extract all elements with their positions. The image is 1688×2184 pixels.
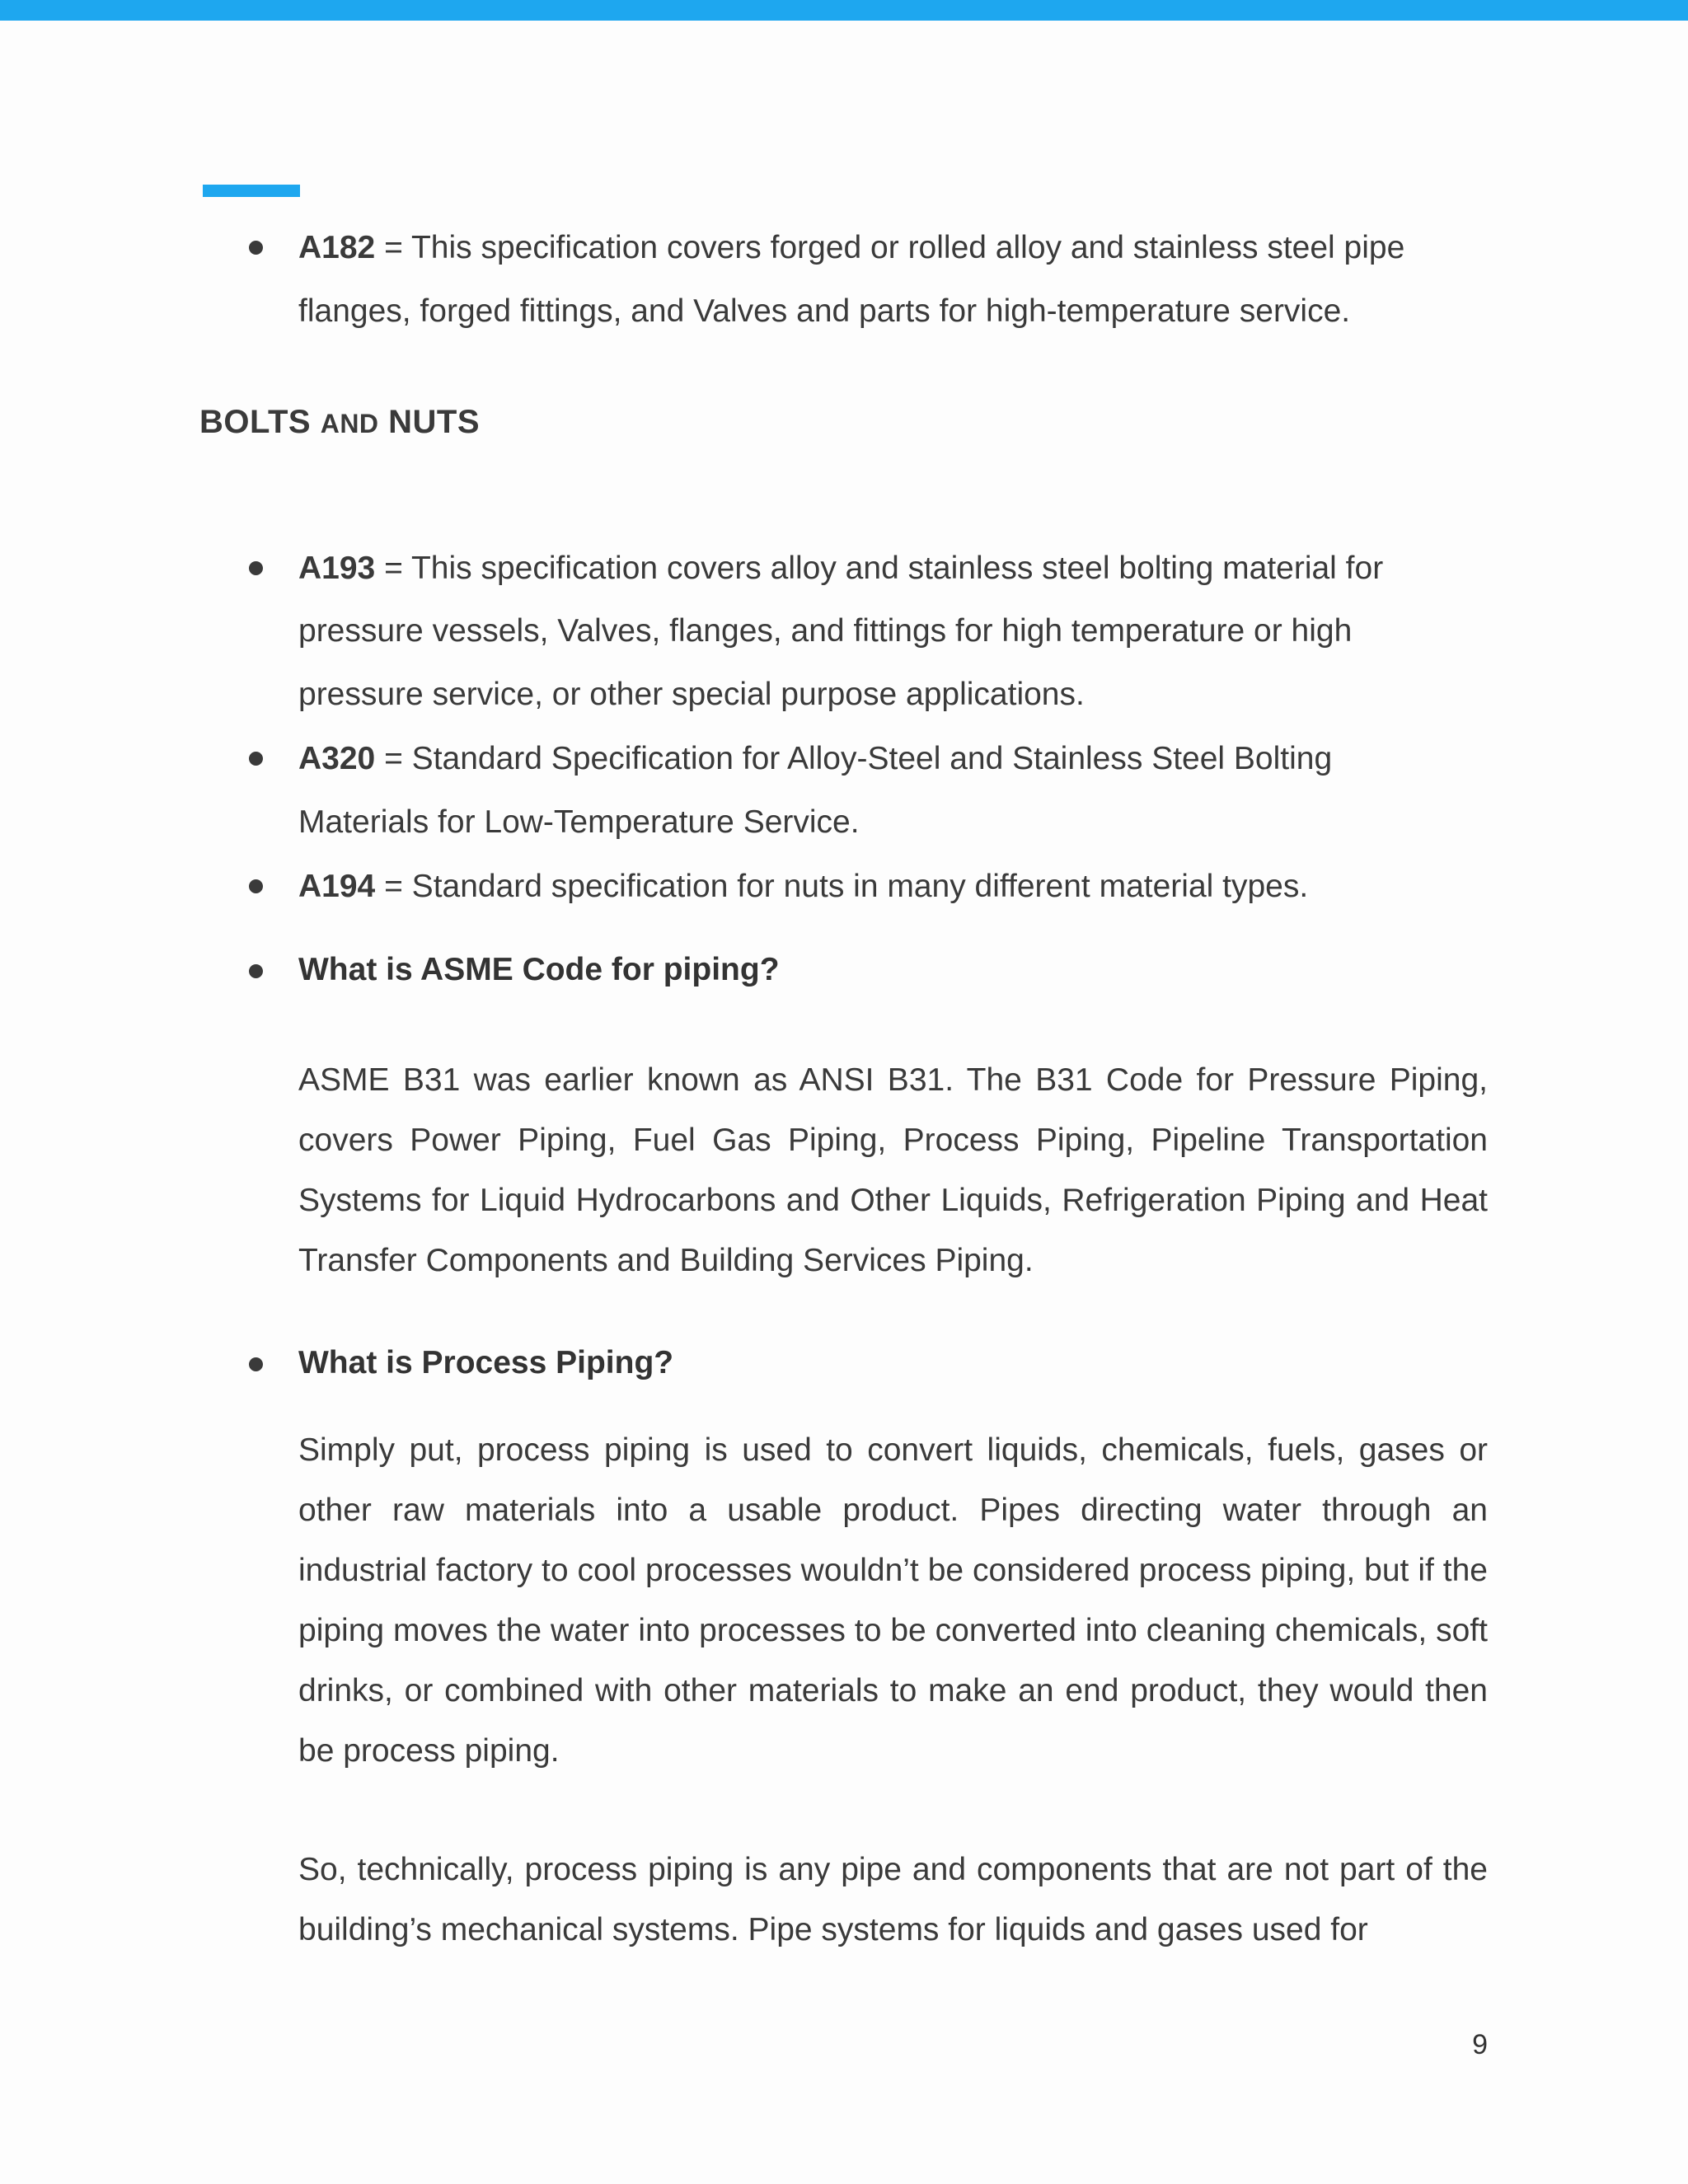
spec-item-a193-line3: pressure service, or other special purpose applications.	[298, 677, 1085, 712]
bullet-icon	[249, 879, 263, 893]
page-number: 9	[1472, 2029, 1488, 2060]
faq-question-asme: What is ASME Code for piping?	[298, 952, 780, 987]
spec-item-a182-line2: flanges, forged fittings, and Valves and parts for high-temperature service.	[298, 293, 1351, 329]
spec-item-a320-line2: Materials for Low-Temperature Service.	[298, 804, 860, 840]
section-accent-mark	[203, 185, 300, 197]
spec-item-a194-line1	[298, 855, 1308, 918]
spec-code: A193	[298, 551, 376, 586]
heading-word: AND	[320, 409, 379, 438]
spec-item-a320-line1	[298, 727, 1332, 790]
spec-description: = Standard specification for nuts in many different material types.	[375, 869, 1309, 904]
spec-code: A194	[298, 869, 376, 904]
bullet-icon	[249, 1357, 263, 1371]
faq-question-process-piping: What is Process Piping?	[298, 1345, 674, 1380]
top-accent-bar	[0, 0, 1688, 21]
bullet-icon	[249, 752, 263, 766]
spec-item-a193-line2: pressure vessels, Valves, flanges, and fittings for high temperature or high	[298, 613, 1353, 649]
bullet-icon	[249, 964, 263, 978]
spec-description: = This specification covers forged or rolled alloy and stainless steel pipe	[375, 230, 1405, 265]
faq-answer-process-piping-p2: So, technically, process piping is any pipe and components that are not part of the building’s mechanical systems. Pipe systems for liquids and gases used for	[298, 1852, 1488, 1947]
spec-description: = Standard Specification for Alloy-Steel and Stainless Steel Bolting	[375, 741, 1333, 776]
spec-description: = This specification covers alloy and stainless steel bolting material for	[375, 551, 1384, 586]
bullet-icon	[249, 561, 263, 575]
section-heading-bolts-and-nuts	[199, 404, 480, 441]
faq-answer-asme: ASME B31 was earlier known as ANSI B31. The B31 Code for Pressure Piping, covers Power Piping, Fuel Gas Piping, Process Piping, Pipeline Transportation Systems for Liquid Hydrocarbons and Other Liquids, Refrigeration Piping and Heat Transfer Components and Building Services Piping.	[298, 1062, 1488, 1278]
heading-word: BOLTS	[199, 404, 321, 440]
heading-word: NUTS	[378, 404, 481, 440]
spec-item-a193-line1	[298, 537, 1383, 600]
bullet-icon	[249, 241, 263, 255]
faq-answer-process-piping-p1: Simply put, process piping is used to convert liquids, chemicals, fuels, gases or other raw materials into a usable product. Pipes directing water through an industrial factory to cool processes wouldn’t be considered process piping, but if the piping moves the water into processes to be converted into cleaning chemicals, soft drinks, or combined with other materials to make an end product, they would then be process piping.	[298, 1432, 1488, 1769]
spec-item-a182-line1	[298, 216, 1404, 279]
spec-code: A320	[298, 741, 376, 776]
spec-code: A182	[298, 230, 376, 265]
